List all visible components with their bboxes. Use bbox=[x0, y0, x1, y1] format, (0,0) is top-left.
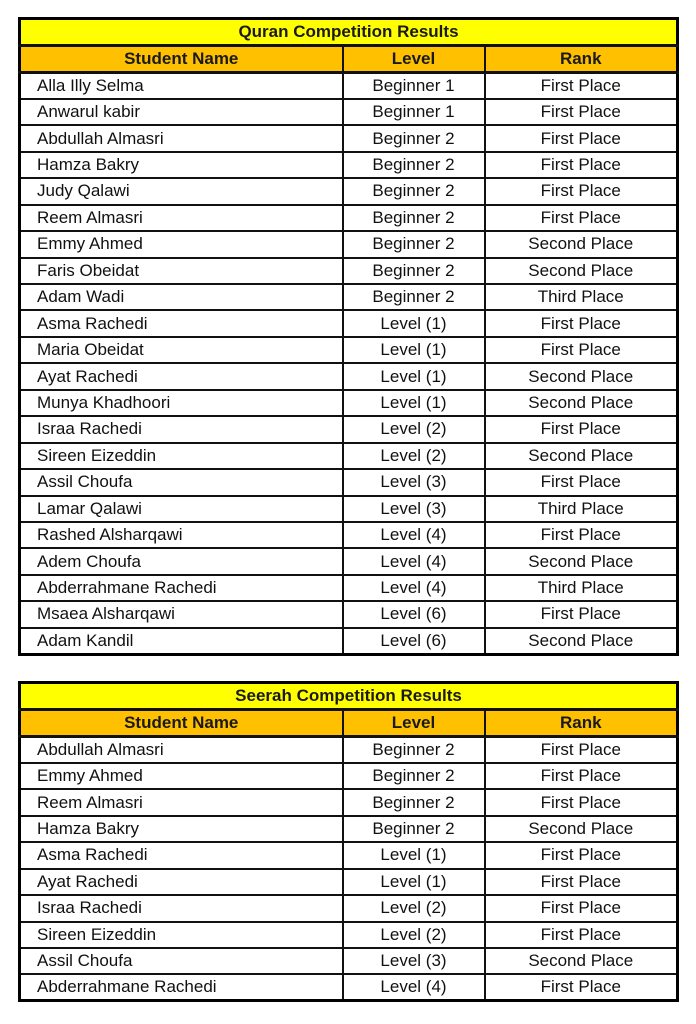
table-row bbox=[20, 869, 678, 895]
student-name-cell: Judy Qalawi bbox=[20, 178, 343, 204]
level-cell: Level (1) bbox=[343, 310, 485, 336]
rank-cell: First Place bbox=[485, 310, 678, 336]
student-name-cell: Maria Obeidat bbox=[20, 337, 343, 363]
student-name-cell: Abdullah Almasri bbox=[20, 737, 343, 763]
level-cell: Level (2) bbox=[343, 416, 485, 442]
rank-cell: First Place bbox=[485, 522, 678, 548]
rank-cell: Second Place bbox=[485, 363, 678, 389]
rank-cell: Second Place bbox=[485, 548, 678, 574]
level-cell: Beginner 2 bbox=[343, 258, 485, 284]
table-row bbox=[20, 628, 678, 654]
table-row bbox=[20, 363, 678, 389]
table-row bbox=[20, 205, 678, 231]
table-row bbox=[20, 231, 678, 257]
student-name-cell: Msaea Alsharqawi bbox=[20, 601, 343, 627]
quran-results-table bbox=[18, 17, 679, 656]
table-row bbox=[20, 522, 678, 548]
student-name-cell: Reem Almasri bbox=[20, 789, 343, 815]
level-cell: Level (4) bbox=[343, 522, 485, 548]
level-cell: Level (2) bbox=[343, 443, 485, 469]
column-header-student-name: Student Name bbox=[20, 710, 343, 737]
rank-cell: First Place bbox=[485, 73, 678, 99]
student-name-cell: Emmy Ahmed bbox=[20, 763, 343, 789]
column-header-rank: Rank bbox=[485, 710, 678, 737]
table-row bbox=[20, 284, 678, 310]
table-body bbox=[20, 737, 678, 1001]
student-name-cell: Lamar Qalawi bbox=[20, 496, 343, 522]
table-row bbox=[20, 496, 678, 522]
level-cell: Level (3) bbox=[343, 469, 485, 495]
table-row bbox=[20, 575, 678, 601]
student-name-cell: Munya Khadhoori bbox=[20, 390, 343, 416]
table-row bbox=[20, 337, 678, 363]
level-cell: Level (2) bbox=[343, 922, 485, 948]
table-title: Seerah Competition Results bbox=[20, 683, 678, 710]
rank-cell: First Place bbox=[485, 869, 678, 895]
table-row bbox=[20, 548, 678, 574]
level-cell: Level (1) bbox=[343, 337, 485, 363]
rank-cell: Second Place bbox=[485, 231, 678, 257]
level-cell: Level (1) bbox=[343, 363, 485, 389]
level-cell: Beginner 1 bbox=[343, 99, 485, 125]
table-row bbox=[20, 601, 678, 627]
level-cell: Level (4) bbox=[343, 575, 485, 601]
rank-cell: Second Place bbox=[485, 816, 678, 842]
column-header-student-name: Student Name bbox=[20, 46, 343, 73]
student-name-cell: Adem Choufa bbox=[20, 548, 343, 574]
rank-cell: Third Place bbox=[485, 575, 678, 601]
rank-cell: First Place bbox=[485, 125, 678, 151]
table-row bbox=[20, 737, 678, 763]
table-body bbox=[20, 73, 678, 655]
student-name-cell: Assil Choufa bbox=[20, 948, 343, 974]
student-name-cell: Ayat Rachedi bbox=[20, 869, 343, 895]
student-name-cell: Alla Illy Selma bbox=[20, 73, 343, 99]
level-cell: Beginner 2 bbox=[343, 231, 485, 257]
table-row bbox=[20, 125, 678, 151]
table-row bbox=[20, 789, 678, 815]
rank-cell: Second Place bbox=[485, 948, 678, 974]
student-name-cell: Faris Obeidat bbox=[20, 258, 343, 284]
level-cell: Level (6) bbox=[343, 628, 485, 654]
level-cell: Level (1) bbox=[343, 390, 485, 416]
rank-cell: First Place bbox=[485, 895, 678, 921]
level-cell: Beginner 2 bbox=[343, 152, 485, 178]
column-header-rank: Rank bbox=[485, 46, 678, 73]
level-cell: Beginner 2 bbox=[343, 205, 485, 231]
table-row bbox=[20, 390, 678, 416]
table-row bbox=[20, 310, 678, 336]
level-cell: Level (4) bbox=[343, 974, 485, 1000]
table-row bbox=[20, 895, 678, 921]
student-name-cell: Anwarul kabir bbox=[20, 99, 343, 125]
column-header-level: Level bbox=[343, 46, 485, 73]
rank-cell: First Place bbox=[485, 337, 678, 363]
student-name-cell: Adam Kandil bbox=[20, 628, 343, 654]
level-cell: Level (3) bbox=[343, 948, 485, 974]
student-name-cell: Asma Rachedi bbox=[20, 842, 343, 868]
student-name-cell: Rashed Alsharqawi bbox=[20, 522, 343, 548]
table-title: Quran Competition Results bbox=[20, 19, 678, 46]
table-row bbox=[20, 443, 678, 469]
rank-cell: First Place bbox=[485, 416, 678, 442]
student-name-cell: Asma Rachedi bbox=[20, 310, 343, 336]
table-row bbox=[20, 948, 678, 974]
student-name-cell: Israa Rachedi bbox=[20, 416, 343, 442]
table-row bbox=[20, 416, 678, 442]
student-name-cell: Hamza Bakry bbox=[20, 816, 343, 842]
student-name-cell: Abderrahmane Rachedi bbox=[20, 974, 343, 1000]
student-name-cell: Sireen Eizeddin bbox=[20, 922, 343, 948]
table-row bbox=[20, 816, 678, 842]
table-row bbox=[20, 469, 678, 495]
table-row bbox=[20, 178, 678, 204]
student-name-cell: Emmy Ahmed bbox=[20, 231, 343, 257]
student-name-cell: Abdullah Almasri bbox=[20, 125, 343, 151]
level-cell: Beginner 2 bbox=[343, 125, 485, 151]
student-name-cell: Assil Choufa bbox=[20, 469, 343, 495]
student-name-cell: Hamza Bakry bbox=[20, 152, 343, 178]
table-row bbox=[20, 974, 678, 1000]
rank-cell: First Place bbox=[485, 99, 678, 125]
level-cell: Level (1) bbox=[343, 842, 485, 868]
rank-cell: First Place bbox=[485, 178, 678, 204]
student-name-cell: Israa Rachedi bbox=[20, 895, 343, 921]
rank-cell: Second Place bbox=[485, 258, 678, 284]
level-cell: Level (2) bbox=[343, 895, 485, 921]
student-name-cell: Reem Almasri bbox=[20, 205, 343, 231]
rank-cell: First Place bbox=[485, 737, 678, 763]
rank-cell: First Place bbox=[485, 205, 678, 231]
table-row bbox=[20, 152, 678, 178]
rank-cell: First Place bbox=[485, 842, 678, 868]
student-name-cell: Abderrahmane Rachedi bbox=[20, 575, 343, 601]
level-cell: Level (4) bbox=[343, 548, 485, 574]
level-cell: Level (3) bbox=[343, 496, 485, 522]
level-cell: Beginner 2 bbox=[343, 284, 485, 310]
table-row bbox=[20, 73, 678, 99]
rank-cell: First Place bbox=[485, 469, 678, 495]
level-cell: Beginner 1 bbox=[343, 73, 485, 99]
table-row bbox=[20, 922, 678, 948]
seerah-results-table bbox=[18, 681, 679, 1002]
rank-cell: First Place bbox=[485, 152, 678, 178]
student-name-cell: Adam Wadi bbox=[20, 284, 343, 310]
level-cell: Beginner 2 bbox=[343, 178, 485, 204]
rank-cell: First Place bbox=[485, 974, 678, 1000]
level-cell: Beginner 2 bbox=[343, 816, 485, 842]
level-cell: Beginner 2 bbox=[343, 763, 485, 789]
rank-cell: First Place bbox=[485, 601, 678, 627]
table-row bbox=[20, 258, 678, 284]
rank-cell: First Place bbox=[485, 922, 678, 948]
level-cell: Beginner 2 bbox=[343, 737, 485, 763]
level-cell: Level (1) bbox=[343, 869, 485, 895]
table-row bbox=[20, 763, 678, 789]
rank-cell: Second Place bbox=[485, 443, 678, 469]
level-cell: Level (6) bbox=[343, 601, 485, 627]
rank-cell: First Place bbox=[485, 789, 678, 815]
rank-cell: Third Place bbox=[485, 284, 678, 310]
level-cell: Beginner 2 bbox=[343, 789, 485, 815]
rank-cell: Third Place bbox=[485, 496, 678, 522]
rank-cell: Second Place bbox=[485, 390, 678, 416]
column-header-level: Level bbox=[343, 710, 485, 737]
student-name-cell: Ayat Rachedi bbox=[20, 363, 343, 389]
student-name-cell: Sireen Eizeddin bbox=[20, 443, 343, 469]
table-row bbox=[20, 99, 678, 125]
rank-cell: First Place bbox=[485, 763, 678, 789]
rank-cell: Second Place bbox=[485, 628, 678, 654]
table-row bbox=[20, 842, 678, 868]
